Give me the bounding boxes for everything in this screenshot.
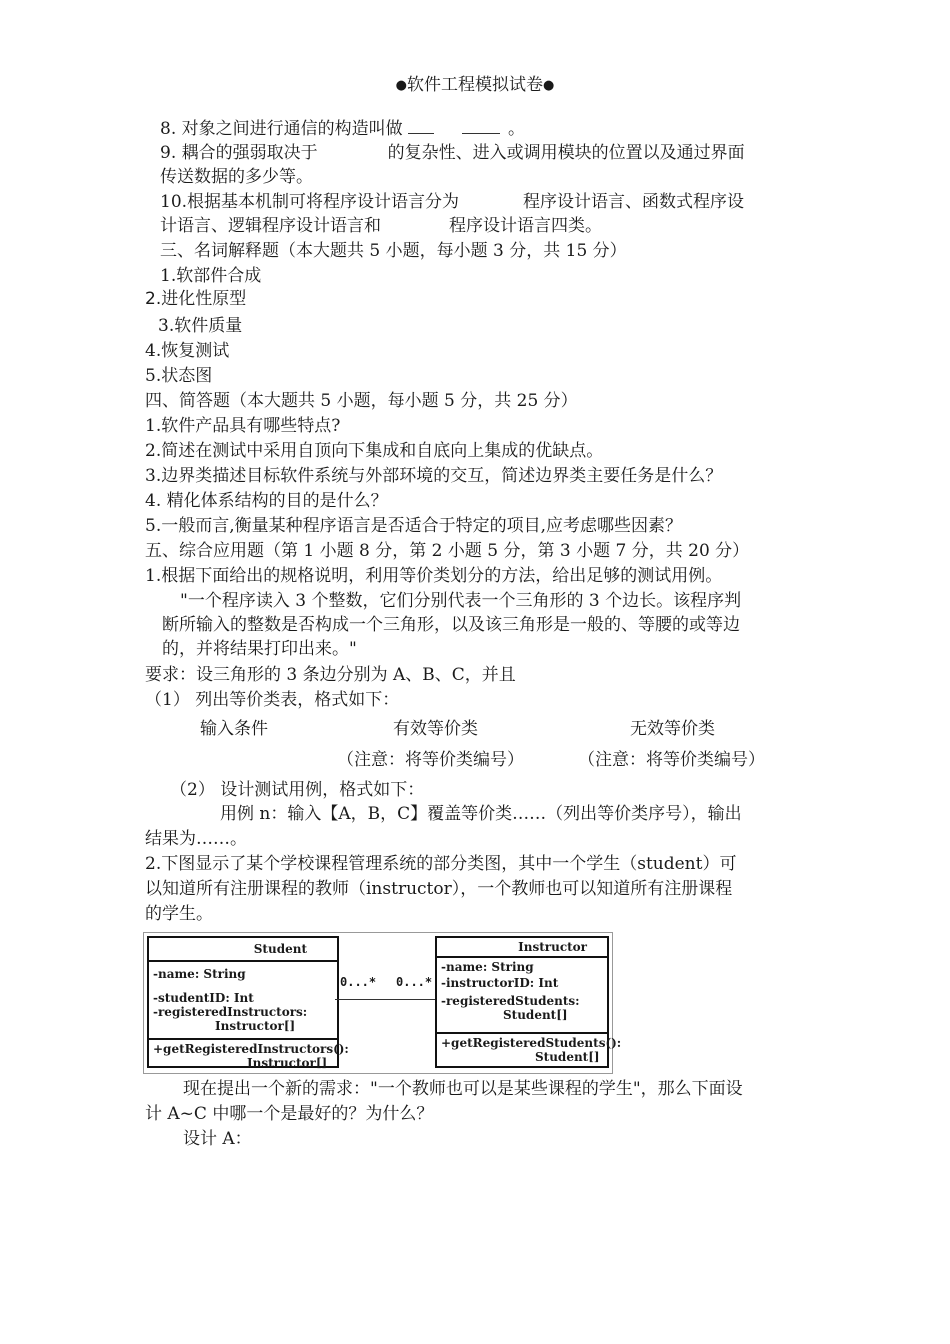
answer-blank [408,117,434,134]
question-8 [160,117,525,140]
section-heading: 五、综合应用题（第 1 小题 8 分，第 2 小题 5 分，第 3 小题 7 分，共 20 分） [145,541,750,561]
question-text: 现在提出一个新的需求："一个教师也可以是某些课程的学生"，那么下面设 [183,1079,743,1099]
page-header [0,70,950,95]
instructor-class [435,936,622,1068]
note-invalid: （注意：将等价类编号） [578,750,765,770]
term-item: 1.软部件合成 [160,266,262,286]
case-format: 用例 n：输入【A，B，C】覆盖等价类……（列出等价类序号），输出 [220,804,742,824]
attribute: -studentID: Int [153,991,254,1005]
class-operations [437,1034,622,1066]
bullet-icon: ● [395,78,407,93]
question-10-cont [160,215,602,237]
multiplicity-right: 0...* [396,975,433,989]
question-text: 程序设计语言四类。 [449,216,602,236]
requirement-text: 要求：设三角形的 3 条边分别为 A、B、C，并且 [145,665,516,685]
student-class [147,936,349,1070]
operation: +getRegisteredStudents(): [441,1036,622,1050]
term-item: 5.状态图 [145,366,213,386]
question-text: 9. 耦合的强弱取决于 [160,143,318,163]
question-9-cont: 传送数据的多少等。 [160,167,313,187]
question-text: 2.下图显示了某个学校课程管理系统的部分类图，其中一个学生（student）可 [145,854,737,874]
attribute-type: Instructor[] [215,1019,296,1033]
term-item: 4.恢复测试 [145,341,230,361]
term-item: 2.进化性原型 [145,289,247,309]
attribute: -registeredInstructors: [153,1005,308,1019]
question-10 [160,191,744,213]
short-question: 5.一般而言,衡量某种程序语言是否适合于特定的项目,应考虑哪些因素？ [145,516,683,536]
operation: +getRegisteredInstructors(): [153,1042,349,1056]
case-format: 结果为……。 [145,829,247,849]
question-text: 计语言、逻辑程序设计语言和 [160,216,381,236]
attribute: -name: String [153,967,246,981]
question-text: 的复杂性、进入或调用模块的位置以及通过界面 [387,143,745,163]
attribute-type: Student[] [503,1008,568,1022]
short-question: 1.软件产品具有哪些特点? [145,416,341,436]
question-text: 以知道所有注册课程的教师（instructor），一个教师也可以知道所有注册课程 [145,879,733,899]
attribute: -name: String [441,960,534,974]
class-name: Student [149,938,337,962]
class-name: Instructor [437,938,607,958]
answer-blank [462,117,500,134]
attribute: -instructorID: Int [441,976,559,990]
short-question: 3.边界类描述目标软件系统与外部环境的交互，简述边界类主要任务是什么？ [145,466,723,486]
question-text: 程序设计语言、函数式程序设 [523,192,745,212]
association-line [335,999,435,1000]
operation-type: Instructor[] [247,1056,328,1070]
question-text: 。 [508,119,526,139]
term-item: 3.软件质量 [158,316,243,336]
section-heading: 四、简答题（本大题共 5 小题，每小题 5 分，共 25 分） [145,391,578,411]
step-text: （2） 设计测试用例，格式如下： [170,780,425,800]
attribute: -registeredStudents: [441,994,580,1008]
spec-quote: "一个程序读入 3 个整数，它们分别代表一个三角形的 3 个边长。该程序判 [180,591,742,611]
short-question: 4. 精化体系结构的目的是什么？ [145,491,388,511]
table-header-valid: 有效等价类 [393,719,478,739]
question-text: 10.根据基本机制可将程序设计语言分为 [160,192,460,212]
short-question: 2.简述在测试中采用自顶向下集成和自底向上集成的优缺点。 [145,441,604,461]
note-valid: （注意：将等价类编号） [337,750,524,770]
bullet-icon: ● [543,78,555,93]
table-header-invalid: 无效等价类 [630,719,715,739]
design-label: 设计 A： [183,1129,252,1149]
table-header-input: 输入条件 [200,719,268,739]
class-attributes [149,962,337,1040]
page-title: 软件工程模拟试卷 [407,75,543,95]
multiplicity-left: 0...* [340,975,377,989]
spec-quote: 断所输入的整数是否构成一个三角形，以及该三角形是一般的、等腰的或等边 [162,615,740,635]
section-heading: 三、名词解释题（本大题共 5 小题，每小题 3 分，共 15 分） [160,241,627,261]
question-9 [160,142,745,164]
question-text: 计 A~C 中哪一个是最好的？为什么？ [145,1104,434,1124]
operation-type: Student[] [535,1050,600,1064]
spec-quote: 的，并将结果打印出来。" [162,639,357,659]
question-text: 的学生。 [145,904,213,924]
question-text: 1.根据下面给出的规格说明，利用等价类划分的方法，给出足够的测试用例。 [145,566,723,586]
class-operations [149,1040,349,1072]
class-attributes [437,958,607,1034]
uml-class-diagram [143,932,622,1074]
question-text: 8. 对象之间进行通信的构造叫做 [160,119,403,139]
step-text: （1） 列出等价类表，格式如下： [145,690,400,710]
